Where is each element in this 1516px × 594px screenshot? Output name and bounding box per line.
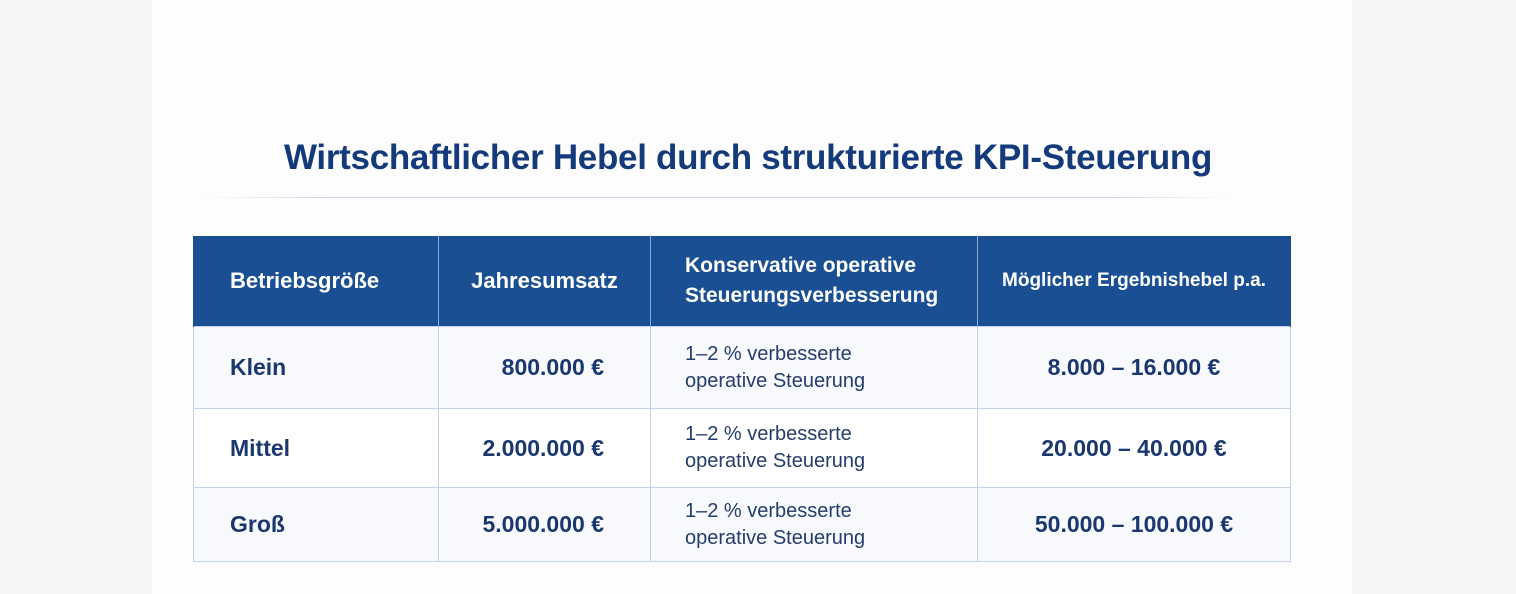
header-konservative-verbesserung (651, 236, 978, 327)
cell-revenue: 800.000 € (439, 327, 651, 409)
cell-improvement-line2: operative Steuerung (685, 369, 866, 392)
cell-improvement-line2: operative Steuerung (685, 450, 866, 472)
cell-improvement-line1: 1–2 % verbesserte (685, 342, 852, 365)
header-betriebsgroesse: Betriebsgröße (194, 236, 439, 327)
header-jahresumsatz: Jahresumsatz (439, 236, 651, 327)
header-konservative-line2: Steuerungsverbesserung (685, 284, 939, 307)
cell-lever: 50.000 – 100.000 € (978, 488, 1291, 562)
header-row (194, 236, 1291, 327)
page-title: Wirtschaftlicher Hebel durch strukturierte KPI-Steuerung (284, 138, 1213, 177)
cell-improvement (651, 409, 978, 488)
table-row (194, 488, 1291, 562)
cell-improvement-line2: operative Steuerung (685, 526, 866, 549)
cell-improvement-line1: 1–2 % verbesserte (685, 499, 852, 522)
cell-revenue: 5.000.000 € (439, 488, 651, 562)
cell-size: Klein (194, 327, 439, 409)
header-ergebnishebel: Möglicher Ergebnishebel p.a. (978, 236, 1291, 327)
cell-improvement-line1: 1–2 % verbesserte (685, 423, 852, 445)
cell-revenue: 2.000.000 € (439, 409, 651, 488)
cell-size: Mittel (194, 409, 439, 488)
table-header (194, 236, 1291, 327)
cell-lever: 20.000 – 40.000 € (978, 409, 1291, 488)
kpi-table (193, 236, 1291, 562)
cell-lever: 8.000 – 16.000 € (978, 327, 1291, 409)
table-row (194, 409, 1291, 488)
title-divider (205, 197, 1230, 198)
table-row (194, 327, 1291, 409)
cell-improvement (651, 327, 978, 409)
cell-size: Groß (194, 488, 439, 562)
header-konservative-line1: Konservative operative (685, 254, 917, 277)
cell-improvement (651, 488, 978, 562)
